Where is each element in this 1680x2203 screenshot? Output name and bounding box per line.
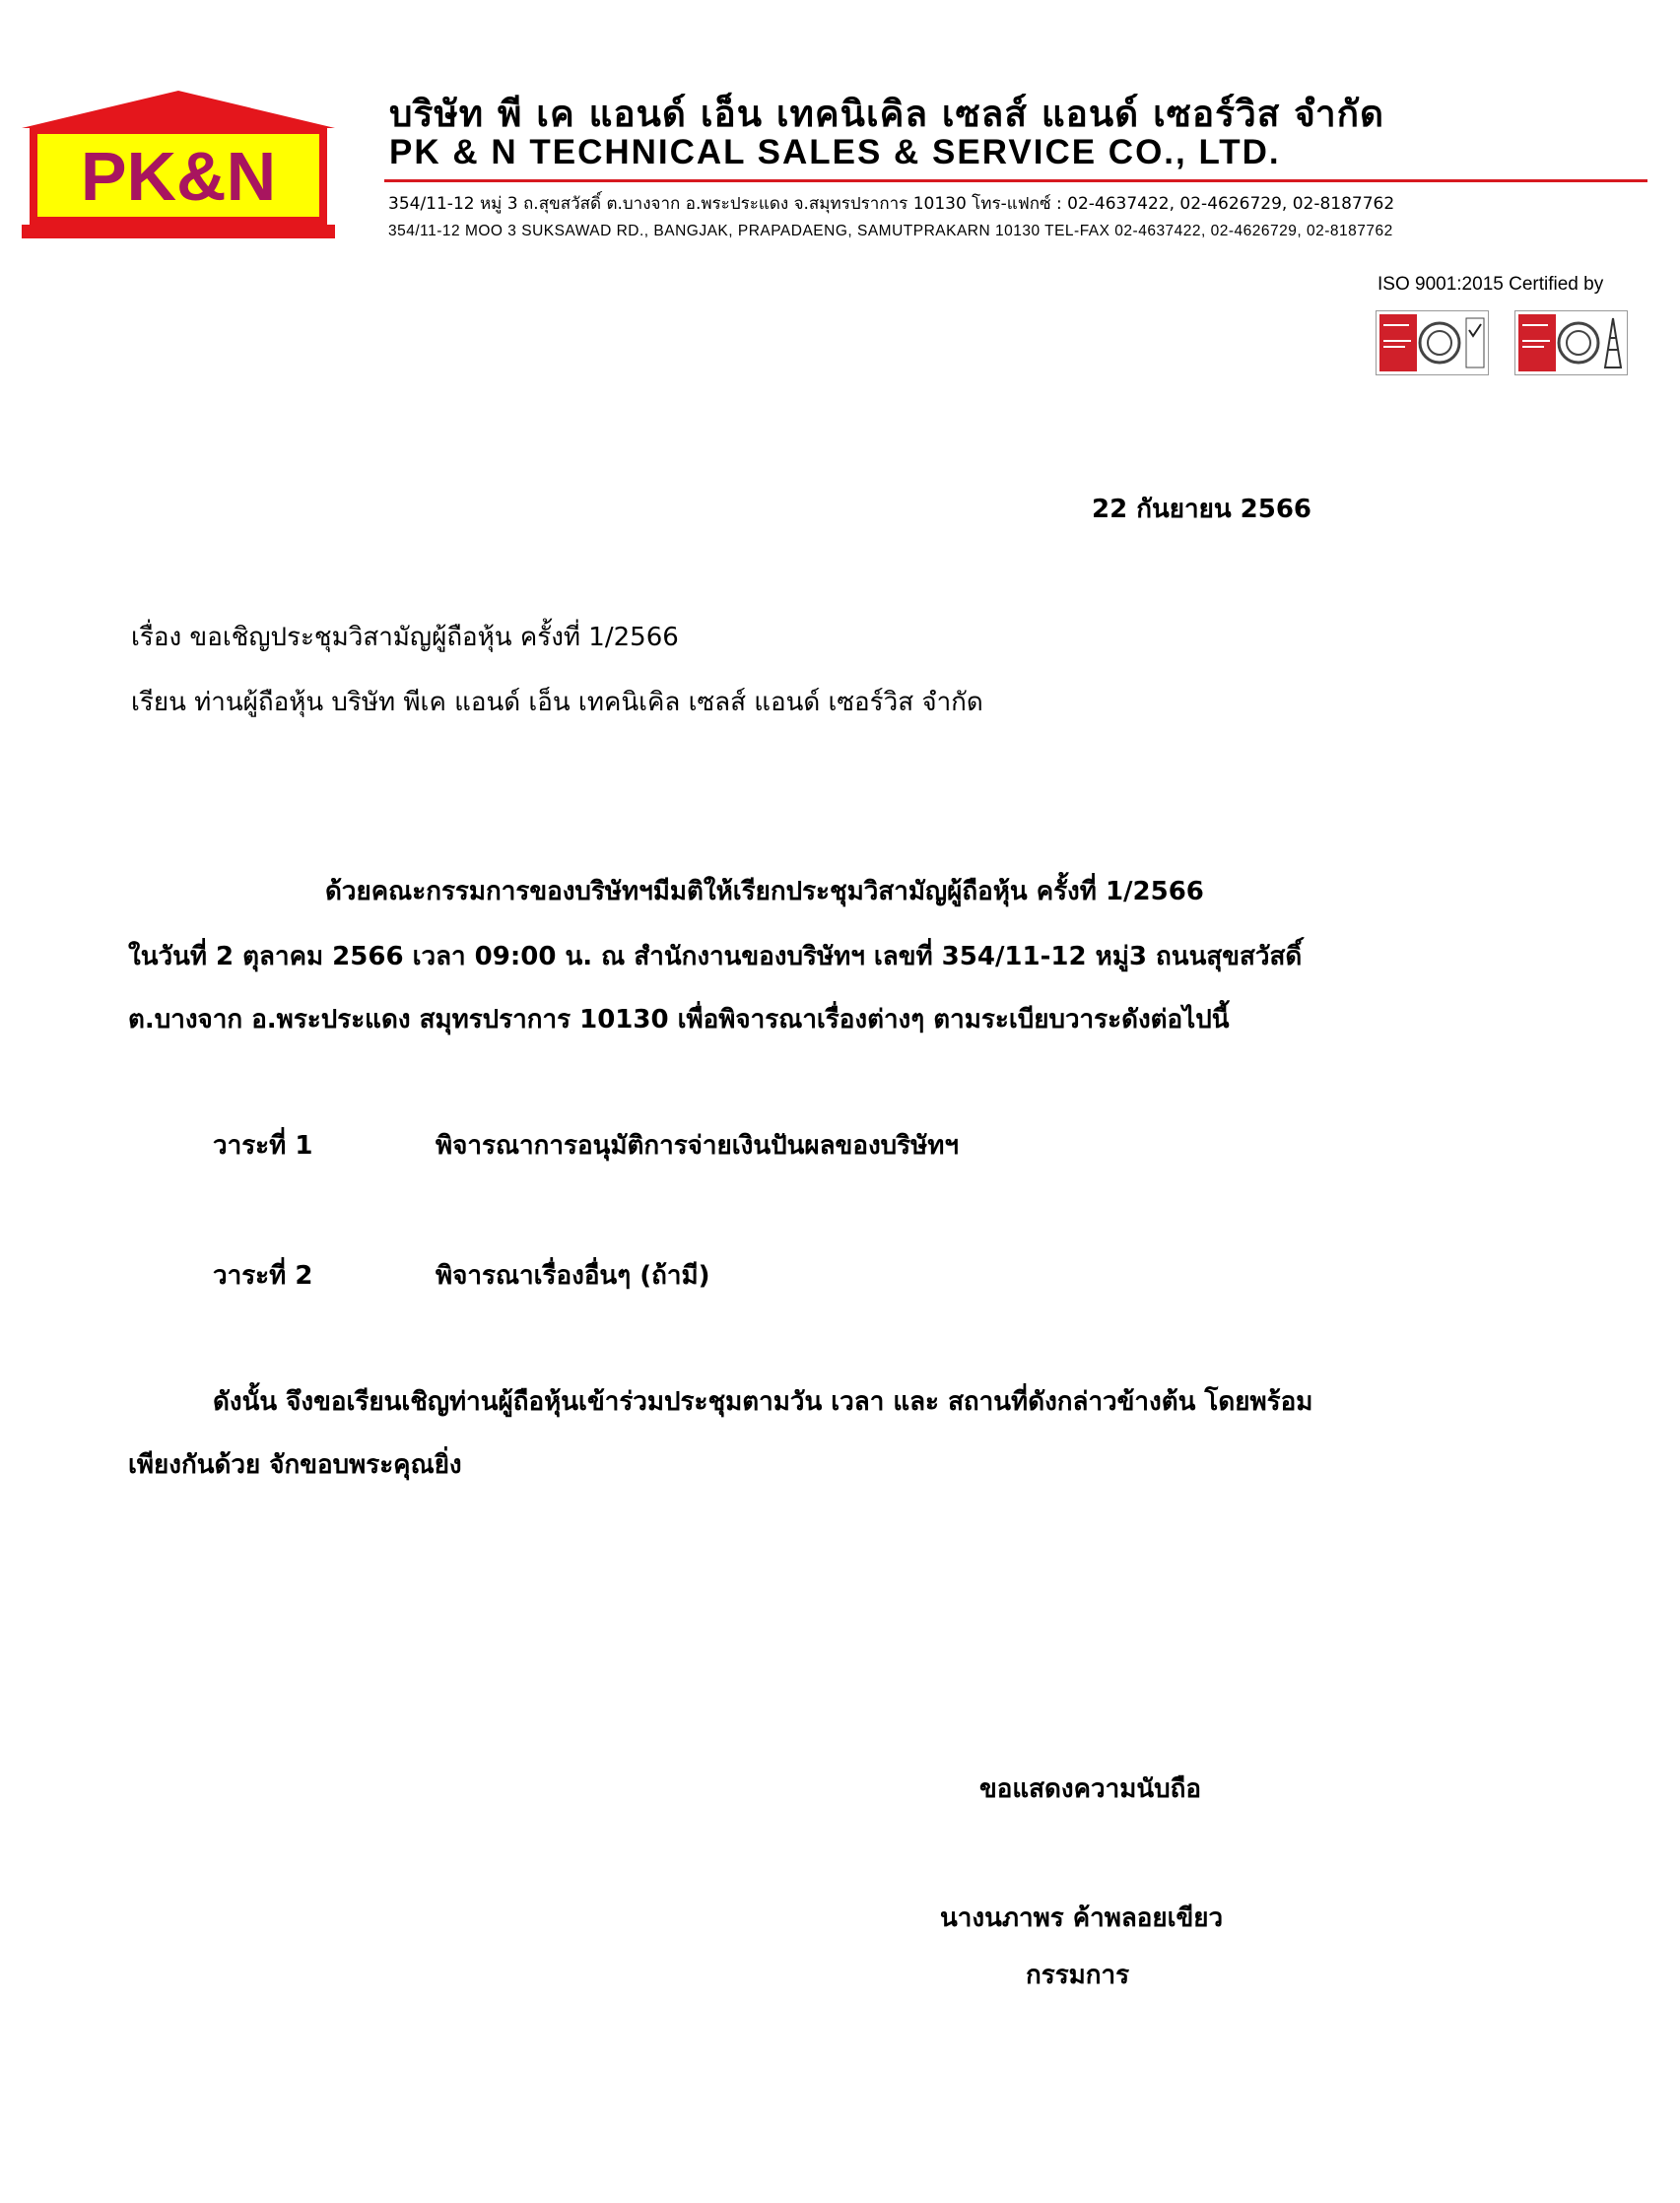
company-logo bbox=[22, 91, 335, 238]
body-line: ในวันที่ 2 ตุลาคม 2566 เวลา 09:00 น. ณ สำนักงานของบริษัทฯ เลขที่ 354/11-12 หมู่3 ถนนสุขสวัสดิ์ bbox=[128, 942, 1303, 971]
agenda-text: พิจารณาการอนุมัติการจ่ายเงินปันผลของบริษัทฯ bbox=[436, 1131, 959, 1161]
logo-text: PK&N bbox=[80, 138, 277, 215]
header-divider bbox=[384, 179, 1647, 182]
certification-badge-icon bbox=[1514, 310, 1628, 375]
closing-salutation: ขอแสดงความนับถือ bbox=[979, 1774, 1201, 1804]
agenda-number: วาระที่ 1 bbox=[213, 1131, 313, 1161]
company-name-thai: บริษัท พี เค แอนด์ เอ็น เทคนิเคิล เซลส์ แอนด์ เซอร์วิส จำกัด bbox=[389, 93, 1385, 135]
agenda-text: พิจารณาเรื่องอื่นๆ (ถ้ามี) bbox=[436, 1261, 710, 1291]
agenda-number: วาระที่ 2 bbox=[213, 1261, 313, 1291]
address-thai: 354/11-12 หมู่ 3 ถ.สุขสวัสดิ์ ต.บางจาก อ.พระประแดง จ.สมุทรปราการ 10130 โทร-แฟกซ์ : 02-4637422, 02-4626729, 02-8187762 bbox=[388, 194, 1395, 214]
iso-certification-text: ISO 9001:2015 Certified by bbox=[1378, 274, 1604, 295]
letter-subject: เรื่อง ขอเชิญประชุมวิสามัญผู้ถือหุ้น ครั้งที่ 1/2566 bbox=[131, 623, 679, 652]
signer-name: นางนภาพร ค้าพลอยเขียว bbox=[940, 1903, 1224, 1933]
certification-badge-icon bbox=[1376, 310, 1489, 375]
conclusion-line: เพียงกันด้วย จักขอบพระคุณยิ่ง bbox=[128, 1450, 462, 1480]
company-name-english: PK & N TECHNICAL SALES & SERVICE CO., LTD. bbox=[389, 133, 1281, 171]
address-english: 354/11-12 MOO 3 SUKSAWAD RD., BANGJAK, PRAPADAENG, SAMUTPRAKARN 10130 TEL-FAX 02-4637422, 02-4626729, 02-8187762 bbox=[388, 223, 1393, 239]
body-line: ต.บางจาก อ.พระประแดง สมุทรปราการ 10130 เพื่อพิจารณาเรื่องต่างๆ ตามระเบียบวาระดังต่อไปนี้ bbox=[128, 1005, 1230, 1035]
letter-date: 22 กันยายน 2566 bbox=[1092, 495, 1312, 524]
signer-title: กรรมการ bbox=[1026, 1961, 1130, 1990]
body-line: ด้วยคณะกรรมการของบริษัทฯมีมติให้เรียกประชุมวิสามัญผู้ถือหุ้น ครั้งที่ 1/2566 bbox=[325, 877, 1204, 906]
letter-recipient: เรียน ท่านผู้ถือหุ้น บริษัท พีเค แอนด์ เอ็น เทคนิเคิล เซลส์ แอนด์ เซอร์วิส จำกัด bbox=[131, 688, 983, 717]
conclusion-line: ดังนั้น จึงขอเรียนเชิญท่านผู้ถือหุ้นเข้าร่วมประชุมตามวัน เวลา และ สถานที่ดังกล่าวข้างต้น โดยพร้อม bbox=[213, 1387, 1313, 1417]
